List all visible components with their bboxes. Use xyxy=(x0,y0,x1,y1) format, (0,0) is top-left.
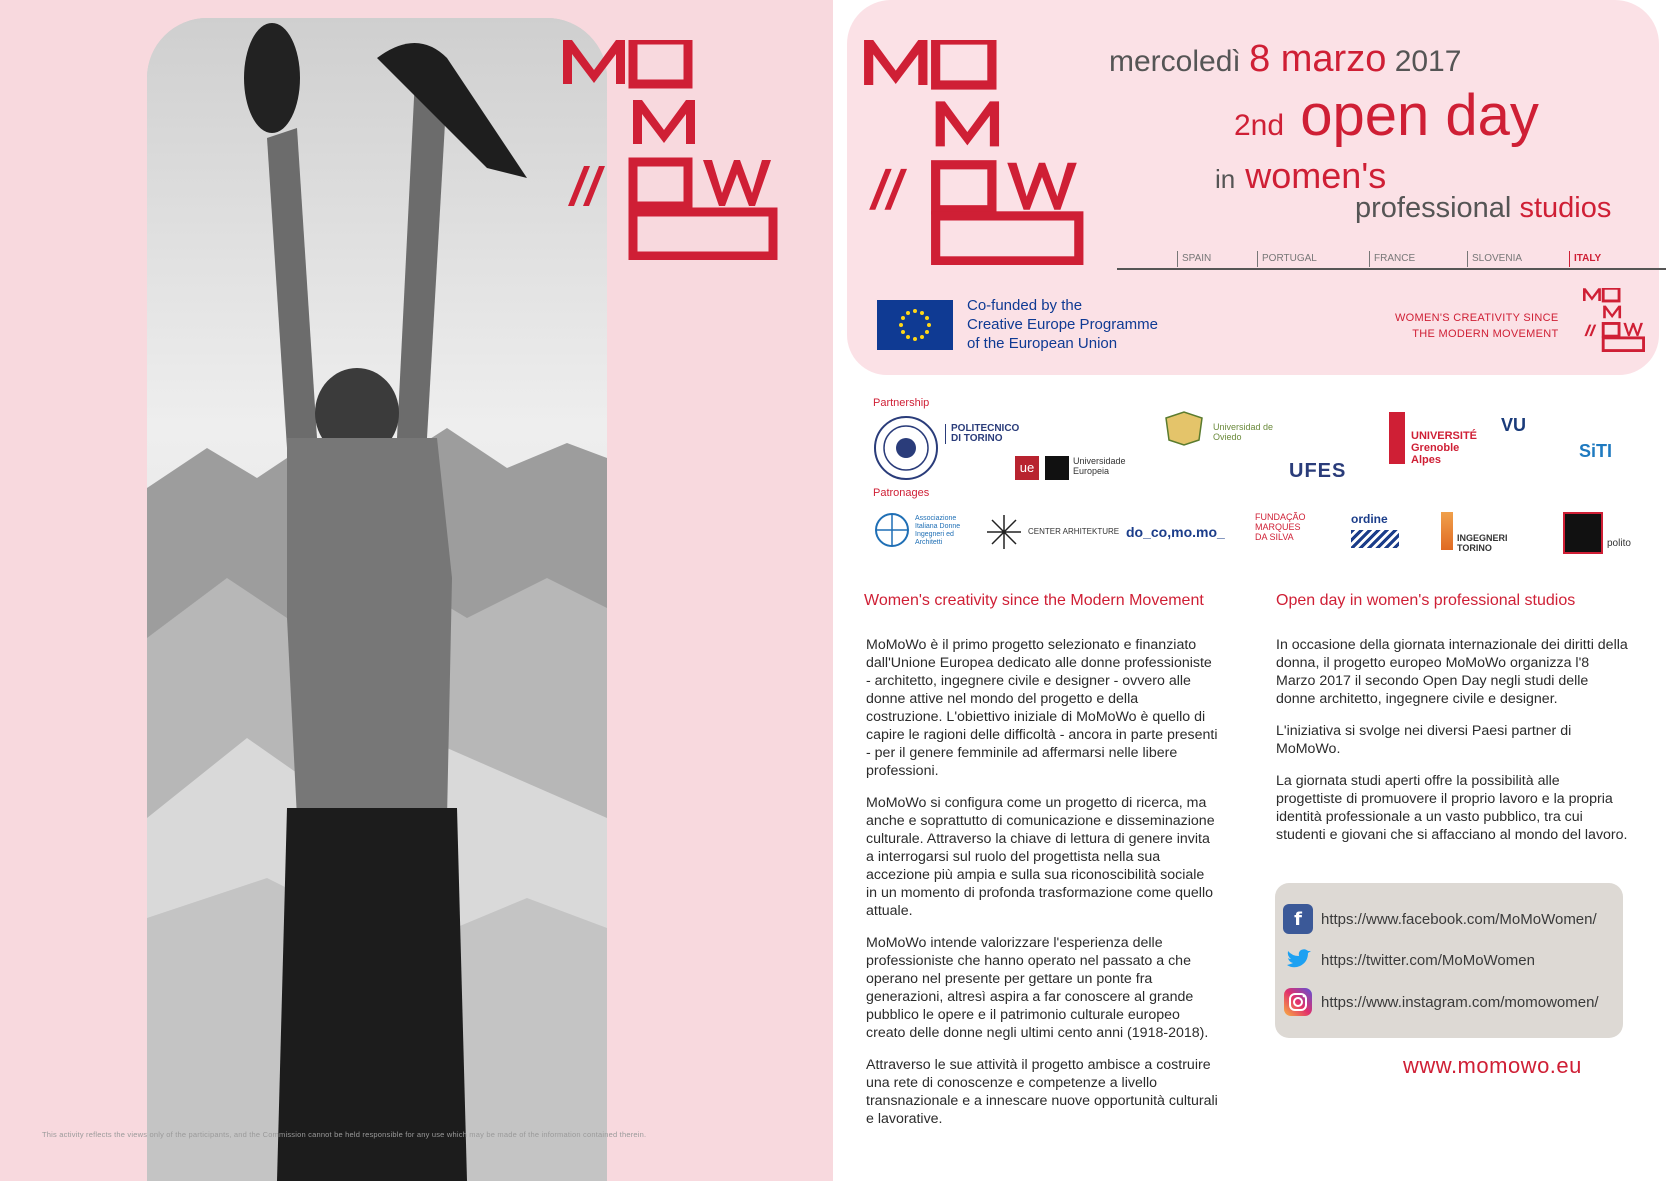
col2-title: Open day in women's professional studios xyxy=(1276,592,1576,609)
politecnico-seal-icon xyxy=(873,415,939,481)
facebook-icon: f xyxy=(1283,904,1313,934)
ingegneri-mark xyxy=(1441,512,1453,550)
header-card xyxy=(847,0,1659,375)
instagram-icon xyxy=(1283,987,1313,1017)
photo-illustration xyxy=(147,18,607,1181)
woman-mountain-photo xyxy=(147,18,607,1181)
col1-title: Women's creativity since the Modern Movement xyxy=(864,592,1204,609)
patronages-label: Patronages xyxy=(873,487,930,499)
momowo-logo-right xyxy=(859,40,1089,265)
studios-word: studios xyxy=(1519,192,1612,224)
twitter-url[interactable]: https://twitter.com/MoMoWomen xyxy=(1321,951,1535,969)
col2-body xyxy=(1276,636,1628,858)
vu-logo: VU xyxy=(1501,415,1527,435)
eu-line-2: Creative Europe Programme xyxy=(967,316,1158,333)
tagline-line-1: WOMEN'S CREATIVITY SINCE xyxy=(1395,312,1559,324)
date-line xyxy=(1109,38,1461,81)
momowo-logo-left xyxy=(563,40,778,260)
website-link[interactable]: www.momowo.eu xyxy=(1403,1053,1582,1078)
country-france: FRANCE xyxy=(1369,251,1415,267)
center-arhitekture-icon xyxy=(985,513,1023,551)
marques-da-silva-logo: FUNDAÇÃO MARQUES DA SILVA xyxy=(1255,512,1306,542)
event-name: open day xyxy=(1300,83,1539,148)
eu-cofunded-text xyxy=(967,296,1158,353)
momowo-tagline xyxy=(1395,310,1559,342)
instagram-link[interactable] xyxy=(1283,986,1599,1018)
partnership-label: Partnership xyxy=(873,397,930,409)
oviedo-logo: Universidad de Oviedo xyxy=(1213,422,1274,442)
country-italy: ITALY xyxy=(1569,251,1601,267)
event-year: 2017 xyxy=(1394,45,1462,78)
facebook-link[interactable] xyxy=(1283,903,1597,935)
polito-logo: polito xyxy=(1607,538,1631,549)
eu-line-1: Co-funded by the xyxy=(967,297,1083,314)
country-spain: SPAIN xyxy=(1177,251,1211,267)
women-line xyxy=(1215,155,1386,197)
grenoble-logo: UNIVERSITÉ Grenoble Alpes xyxy=(1411,430,1478,466)
ordine-graphic xyxy=(1351,530,1399,548)
grenoble-mark xyxy=(1389,412,1405,464)
eu-flag-icon xyxy=(877,300,953,350)
oviedo-crest-icon xyxy=(1161,410,1207,446)
ue-logo-mark-2 xyxy=(1045,456,1069,480)
aidia-logo: Associazione Italiana Donne Ingegneri ed Architetti xyxy=(915,515,961,546)
openday-title xyxy=(1234,82,1539,149)
in-word: in xyxy=(1215,164,1236,194)
momowo-logo-small xyxy=(1583,288,1645,352)
politecnico-logo: POLITECNICO DI TORINO xyxy=(945,424,1011,444)
col1-paragraph-3: MoMoWo intende valorizzare l'esperienza delle professioniste che hanno operato nel passato a che operano nel presente per gettare un ponte fra generazioni, altresì aspira a far conoscere al grande pubblico le opere e il patrimonio culturale europeo creato delle donne negli ultimi cento anni (1918-2018). xyxy=(866,935,1209,1041)
disclaimer-text: This activity reflects the views only of the participants, and the Commission cannot be held responsible for any use which may be made of the information contained therein. xyxy=(42,1130,647,1139)
col1-paragraph-1: MoMoWo è il primo progetto selezionato e finanziato dall'Unione Europea dedicato alle donne professioniste - architetto, ingegnere civile e designer - ovvero alle donne attive nel mondo del progetto e della costruzione. L'obiettivo iniziale di MoMoWo è quello di capire le ragioni delle difficoltà - ancora in parte presenti - per il genere femminile ad affermarsi nelle libere professioni. xyxy=(866,637,1218,779)
twitter-icon xyxy=(1283,945,1313,975)
ufes-logo: UFES xyxy=(1289,460,1347,482)
professional-line xyxy=(1355,192,1611,225)
col1-paragraph-4: Attraverso le sue attività il progetto ambisce a costruire una rete di conoscenze e competenze a livello transnazionale e a innescare nuove opportunità culturali e lavorative. xyxy=(866,1057,1218,1127)
country-bar xyxy=(1117,268,1666,270)
twitter-link[interactable] xyxy=(1283,944,1535,976)
event-date: 8 marzo xyxy=(1249,38,1387,80)
docomomo-logo: do_co,mo.mo_ xyxy=(1126,524,1225,540)
ue-logo-mark: ue xyxy=(1015,456,1039,480)
europeia-logo: Universidade Europeia xyxy=(1073,456,1126,476)
ordinal: 2nd xyxy=(1234,109,1285,142)
ordine-logo: ordine xyxy=(1351,512,1388,526)
weekday: mercoledì xyxy=(1109,45,1241,78)
center-arhitekture-logo: CENTER ARHITEKTURE xyxy=(1028,527,1120,536)
right-page xyxy=(833,0,1666,1181)
women-word: women's xyxy=(1245,155,1387,196)
col1-paragraph-2: MoMoWo si configura come un progetto di ricerca, ma anche e soprattutto di comunicazione e disseminazione culturale. Attraverso la chiave di lettura di genere invita a interrogarsi sul ruolo del progettista nella sua accezione più ampia e sulla sua riconoscibilità sociale in un momento di profonda trasformazione come quello attuale. xyxy=(866,795,1215,919)
siti-logo: SiTI xyxy=(1579,441,1613,461)
professional-word: professional xyxy=(1355,192,1512,224)
col1-body xyxy=(866,636,1218,1142)
col2-paragraph-1: In occasione della giornata internazionale dei diritti della donna, il progetto europeo MoMoWo organizza l'8 Marzo 2017 il secondo Open Day negli studi delle donne architetto, ingegnere civile e designer. xyxy=(1276,637,1628,707)
col2-paragraph-3: La giornata studi aperti offre la possibilità alle progettiste di promuovere il proprio lavoro e la propria identità professionale a un vasto pubblico, tra cui studenti e giovani che si affacciano al mondo del lavoro. xyxy=(1276,773,1628,843)
tagline-line-2: THE MODERN MOVEMENT xyxy=(1412,328,1559,340)
polito-logo-mark xyxy=(1563,512,1603,554)
col2-paragraph-2: L'iniziativa si svolge nei diversi Paesi partner di MoMoWo. xyxy=(1276,723,1572,757)
country-slovenia: SLOVENIA xyxy=(1467,251,1522,267)
instagram-url[interactable]: https://www.instagram.com/momowomen/ xyxy=(1321,993,1599,1011)
aidia-globe-icon xyxy=(873,511,911,549)
social-links-box xyxy=(1275,883,1623,1038)
facebook-url[interactable]: https://www.facebook.com/MoMoWomen/ xyxy=(1321,910,1597,928)
eu-line-3: of the European Union xyxy=(967,335,1118,352)
country-portugal: PORTUGAL xyxy=(1257,251,1317,267)
ingegneri-logo: INGEGNERI TORINO xyxy=(1457,533,1508,553)
